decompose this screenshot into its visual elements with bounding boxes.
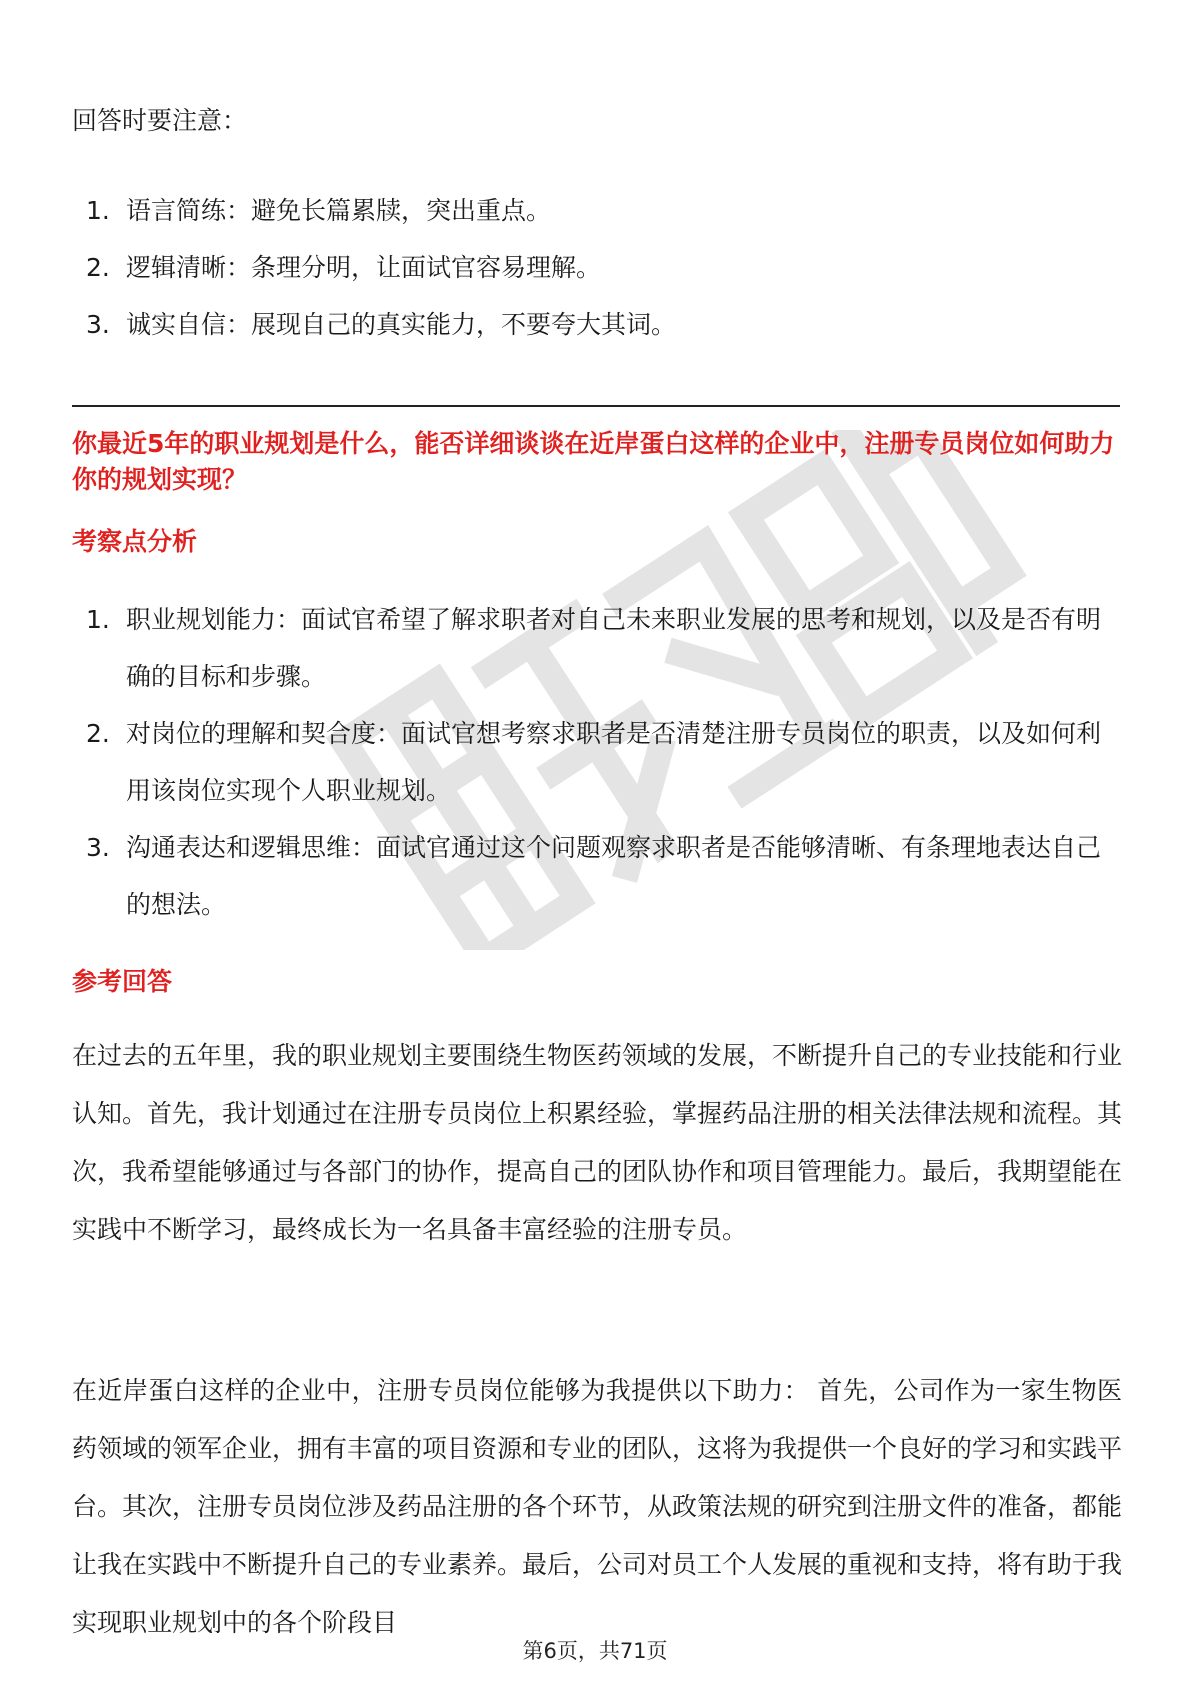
list-item [72, 705, 1122, 819]
answer-paragraph: 在近岸蛋白这样的企业中，注册专员岗位能够为我提供以下助力： 首先，公司作为一家生物医药领域的领军企业，拥有丰富的项目资源和专业的团队，这将为我提供一个良好的学习和实践平台。其次，注册专员岗位涉及药品注册的各个环节，从政策法规的研究到注册文件的准备，都能让我在实践中不断提升自己的专业素养。最后，公司对员工个人发展的重视和支持，将有助于我实现职业规划中的各个阶段目 [72, 1376, 1123, 1637]
list-item-text: 对岗位的理解和契合度：面试官想考察求职者是否清楚注册专员岗位的职责，以及如何利用该岗位实现个人职业规划。 [126, 719, 1102, 805]
answer-heading: 参考回答 [72, 967, 173, 996]
list-item [72, 591, 1122, 705]
intro-note: 回答时要注意： [72, 106, 248, 135]
list-item-number: 2. [86, 719, 110, 748]
list-item-text: 沟通表达和逻辑思维：面试官通过这个问题观察求职者是否能够清晰、有条理地表达自己的想法。 [126, 833, 1102, 919]
list-item-text: 诚实自信：展现自己的真实能力，不要夸大其词。 [126, 310, 677, 339]
list-item [72, 182, 1112, 239]
list-item [72, 296, 1112, 353]
tips-list [72, 182, 1112, 353]
analysis-heading: 考察点分析 [72, 527, 198, 556]
list-item-text: 逻辑清晰：条理分明，让面试官容易理解。 [126, 253, 602, 282]
section-divider [72, 405, 1120, 407]
list-item-text: 语言简练：避免长篇累牍，突出重点。 [126, 196, 552, 225]
list-item [72, 239, 1112, 296]
list-item-number: 2. [86, 253, 110, 282]
list-item-number: 3. [86, 310, 110, 339]
answer-paragraph: 在过去的五年里，我的职业规划主要围绕生物医药领域的发展，不断提升自己的专业技能和行业认知。首先，我计划通过在注册专员岗位上积累经验，掌握药品注册的相关法律法规和流程。其次，我希望能够通过与各部门的协作，提高自己的团队协作和项目管理能力。最后，我期望能在实践中不断学习，最终成长为一名具备丰富经验的注册专员。 [72, 1041, 1123, 1244]
list-item [72, 819, 1122, 933]
question-title: 你最近5年的职业规划是什么，能否详细谈谈在近岸蛋白这样的企业中，注册专员岗位如何助力你的规划实现？ [72, 429, 1115, 494]
list-item-number: 1. [86, 196, 110, 225]
list-item-text: 职业规划能力：面试官希望了解求职者对自己未来职业发展的思考和规划，以及是否有明确的目标和步骤。 [126, 605, 1102, 691]
list-item-number: 3. [86, 833, 110, 862]
page-number: 第6页，共71页 [522, 1639, 668, 1663]
list-item-number: 1. [86, 605, 110, 634]
analysis-list [72, 591, 1122, 933]
